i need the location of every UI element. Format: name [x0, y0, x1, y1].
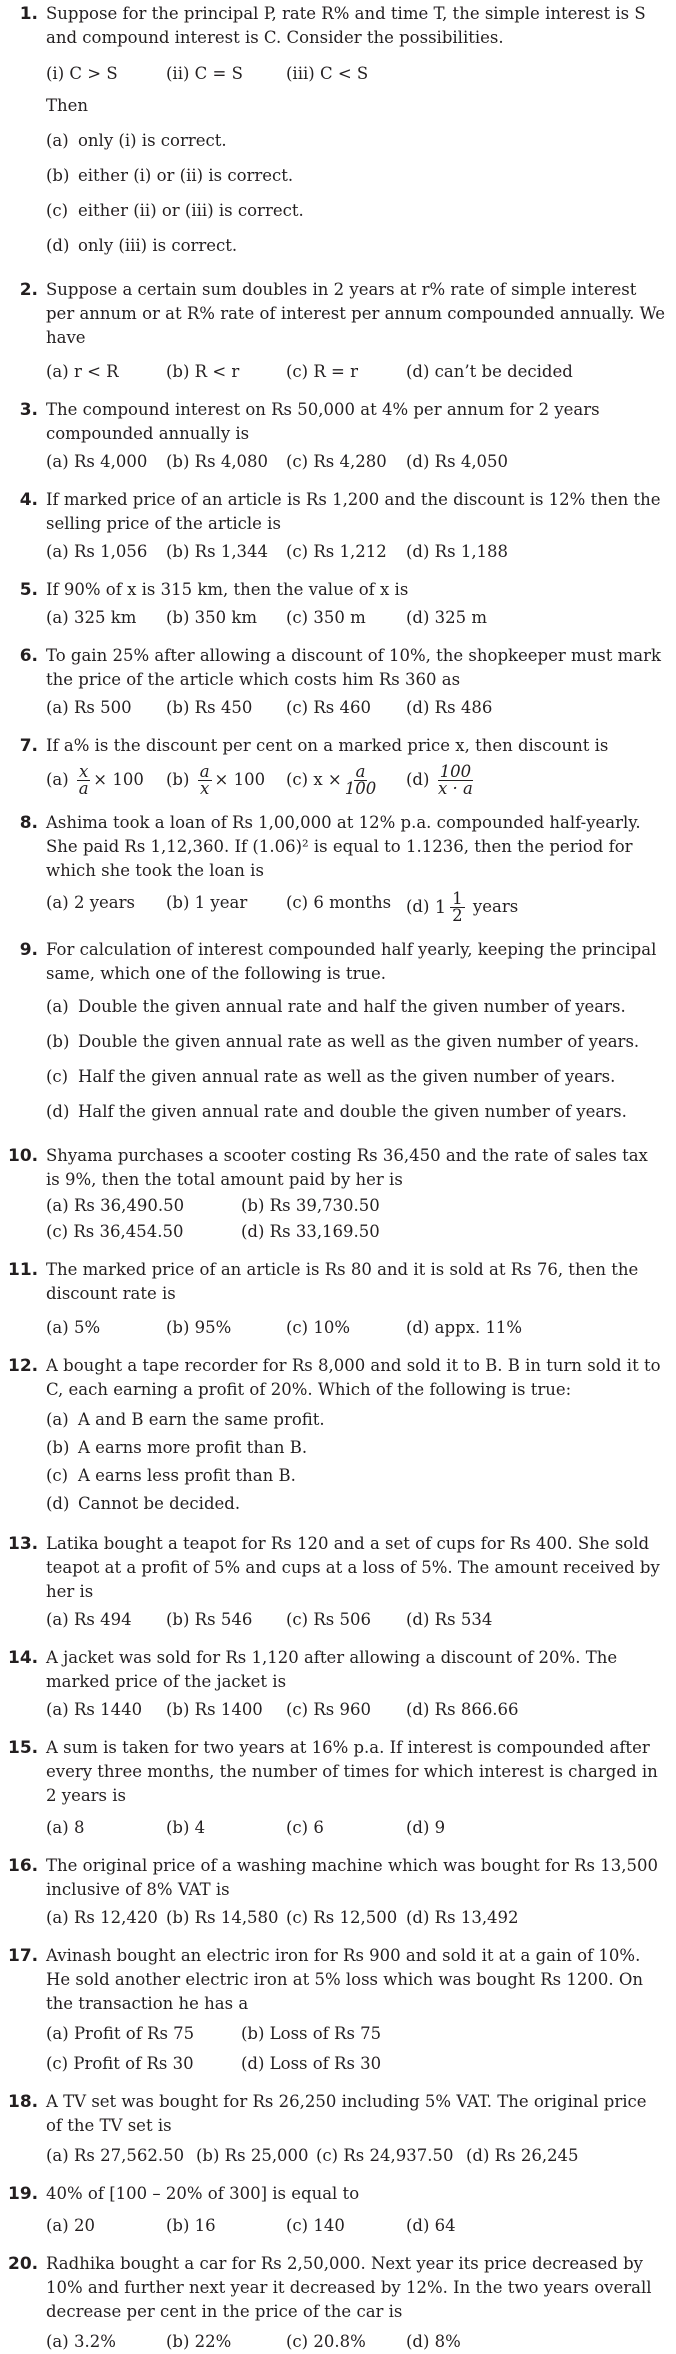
question-2: [8, 278, 666, 384]
question-20: [8, 2252, 666, 2354]
options: [46, 1194, 666, 1244]
question-5: [8, 578, 666, 630]
options: [46, 1316, 666, 1340]
options: [46, 1906, 666, 1930]
option: (a) 3.2%: [46, 2332, 116, 2351]
question-9: [8, 938, 666, 1130]
option: (b) $\frac{a}{x}$ × 100: [166, 762, 266, 798]
options: [46, 360, 666, 384]
options: [46, 2144, 666, 2168]
question-number: 20.: [8, 2254, 39, 2274]
option: (d) Loss of Rs 30: [241, 2054, 382, 2073]
options: [46, 540, 666, 564]
option: (d) 9: [406, 1818, 446, 1837]
option: (d) Rs 1,188: [406, 542, 509, 561]
option: (a) Rs 12,420: [46, 1908, 158, 1927]
option: (d) can’t be decided: [406, 362, 573, 381]
option: (a) Rs 1,056: [46, 542, 148, 561]
options: [46, 696, 666, 720]
question-text: If a% is the discount per cent on a marked price x, then discount is: [46, 736, 609, 755]
option: (b) R < r: [166, 362, 240, 381]
options: [46, 764, 666, 797]
question-text: Ashima took a loan of Rs 1,00,000 at 12% p.a. compounded half-yearly. She paid Rs 1,12,360. If (1.06)² is equal to 1.1236, then the period for which she took the loan is: [46, 813, 641, 880]
option: (c) 140: [286, 2216, 345, 2235]
question-text: 40% of [100 – 20% of 300] is equal to: [46, 2184, 360, 2203]
option: (b) 4: [166, 1818, 206, 1837]
option: (c) 20.8%: [286, 2332, 366, 2351]
options: [46, 1816, 666, 1840]
option: (c) 350 m: [286, 608, 366, 627]
option: (a) Rs 494: [46, 1610, 132, 1629]
option: (a) 8: [46, 1818, 85, 1837]
question-text: The marked price of an article is Rs 80 and it is sold at Rs 76, then the discount rate is: [46, 1260, 639, 1303]
option: (b) A earns more profit than B.: [46, 1438, 308, 1457]
option: (c) R = r: [286, 362, 358, 381]
option: (b) 350 km: [166, 608, 258, 627]
fraction: $\frac{a}{100}$: [344, 762, 377, 798]
question-7: [8, 734, 666, 797]
option: (b) Rs 4,080: [166, 452, 269, 471]
question-text: Shyama purchases a scooter costing Rs 36,450 and the rate of sales tax is 9%, then the total amount paid by her is: [46, 1146, 648, 1189]
option: (b) 1 year: [166, 893, 248, 912]
option: (b) Rs 14,580: [166, 1908, 279, 1927]
possibility: (iii) C < S: [286, 64, 369, 83]
question-text: A sum is taken for two years at 16% p.a. If interest is compounded after every three months, the number of times for which interest is charged in 2 years is: [46, 1738, 658, 1805]
option: (c) Rs 460: [286, 698, 371, 717]
question-12: [8, 1354, 666, 1518]
question-text: To gain 25% after allowing a discount of 10%, the shopkeeper must mark the price of the article which costs him Rs 360 as: [46, 646, 661, 689]
question-text: Suppose for the principal P, rate R% and time T, the simple interest is S and compound interest is C. Consider the possibilities.: [46, 4, 646, 47]
question-text: Radhika bought a car for Rs 2,50,000. Next year its price decreased by 10% and further next year it decreased by 12%. In the two years overall decrease per cent in the price of the car is: [46, 2254, 652, 2321]
option: (b) Double the given annual rate as well as the given number of years.: [46, 1032, 640, 1051]
then-label: Then: [46, 96, 89, 115]
options: [46, 2022, 666, 2076]
option: (b) Rs 546: [166, 1610, 253, 1629]
option: (a) Double the given annual rate and half the given number of years.: [46, 997, 626, 1016]
options: [46, 450, 666, 474]
possibility: (i) C > S: [46, 64, 118, 83]
question-number: 15.: [8, 1738, 39, 1758]
option: (a) Profit of Rs 75: [46, 2024, 195, 2043]
question-17: [8, 1944, 666, 2076]
option: (c) Rs 4,280: [286, 452, 387, 471]
option: (b) Rs 1400: [166, 1700, 263, 1719]
question-number: 9.: [19, 940, 38, 960]
question-number: 11.: [8, 1260, 39, 1280]
option: (b) either (i) or (ii) is correct.: [46, 166, 294, 185]
option: (c) A earns less profit than B.: [46, 1466, 296, 1485]
option: (a) 2 years: [46, 893, 135, 912]
options: [46, 2214, 666, 2238]
option: (b) 16: [166, 2216, 216, 2235]
option: (d) $\frac{100}{x \cdot a}$: [406, 762, 473, 798]
question-13: [8, 1532, 666, 1632]
question-number: 4.: [19, 490, 38, 510]
question-number: 17.: [8, 1946, 39, 1966]
option: (d) Rs 866.66: [406, 1700, 519, 1719]
option: (a) only (i) is correct.: [46, 131, 227, 150]
option: (d) only (iii) is correct.: [46, 236, 238, 255]
options: [46, 2330, 666, 2354]
option: (b) Rs 25,000: [196, 2146, 309, 2165]
question-text: If 90% of x is 315 km, then the value of x is: [46, 580, 409, 599]
option: (d) appx. 11%: [406, 1318, 523, 1337]
option: (c) Rs 506: [286, 1610, 371, 1629]
option-list: [46, 1406, 666, 1518]
question-number: 12.: [8, 1356, 39, 1376]
option: (d) Rs 534: [406, 1610, 493, 1629]
possibilities: [46, 62, 666, 86]
question-15: [8, 1736, 666, 1840]
question-number: 7.: [19, 736, 38, 756]
option: (d) Rs 26,245: [466, 2146, 579, 2165]
question-8: [8, 811, 666, 924]
option: (a) A and B earn the same profit.: [46, 1410, 325, 1429]
option: (a) Rs 500: [46, 698, 132, 717]
question-16: [8, 1854, 666, 1930]
option: (d) Rs 4,050: [406, 452, 509, 471]
question-text: Suppose a certain sum doubles in 2 years at r% rate of simple interest per annum or at R% rate of interest per annum compounded annually. We have: [46, 280, 666, 347]
option-list: [46, 124, 666, 264]
question-text: A bought a tape recorder for Rs 8,000 and sold it to B. B in turn sold it to C, each earning a profit of 20%. Which of the following is true:: [46, 1356, 661, 1399]
question-text: For calculation of interest compounded half yearly, keeping the principal same, which one of the following is true.: [46, 940, 657, 983]
option: (c) Rs 960: [286, 1700, 371, 1719]
option: (a) 20: [46, 2216, 95, 2235]
option: (a) $\frac{x}{a}$ × 100: [46, 762, 144, 798]
question-number: 1.: [19, 4, 38, 24]
question-text: If marked price of an article is Rs 1,200 and the discount is 12% then the selling price of the article is: [46, 490, 661, 533]
question-10: [8, 1144, 666, 1244]
question-number: 3.: [19, 400, 38, 420]
option: (a) Rs 1440: [46, 1700, 143, 1719]
question-text: Avinash bought an electric iron for Rs 900 and sold it at a gain of 10%. He sold another electric iron at 5% loss which was bought Rs 1200. On the transaction he has a: [46, 1946, 644, 2013]
option: (a) Rs 27,562.50: [46, 2146, 185, 2165]
option: (d) Cannot be decided.: [46, 1494, 241, 1513]
question-number: 13.: [8, 1534, 39, 1554]
option: (c) Half the given annual rate as well as the given number of years.: [46, 1067, 616, 1086]
option: (a) 5%: [46, 1318, 101, 1337]
option: (b) 22%: [166, 2332, 232, 2351]
option: (c) Rs 36,454.50: [46, 1222, 184, 1241]
option: (b) Rs 1,344: [166, 542, 269, 561]
fraction: $\frac{a}{x}$: [199, 762, 210, 798]
question-11: [8, 1258, 666, 1340]
question-14: [8, 1646, 666, 1722]
option: (b) Loss of Rs 75: [241, 2024, 382, 2043]
question-4: [8, 488, 666, 564]
options: [46, 891, 666, 924]
question-text: The compound interest on Rs 50,000 at 4% per annum for 2 years compounded annually is: [46, 400, 600, 443]
option: (c) Rs 12,500: [286, 1908, 398, 1927]
question-number: 10.: [8, 1146, 39, 1166]
option: (a) Rs 4,000: [46, 452, 148, 471]
option-list: [46, 990, 666, 1130]
option: (c) 10%: [286, 1318, 351, 1337]
option: (b) Rs 450: [166, 698, 253, 717]
fraction: $\frac{100}{x \cdot a}$: [437, 762, 473, 798]
option: (a) r < R: [46, 362, 119, 381]
question-number: 8.: [19, 813, 38, 833]
option: (b) 95%: [166, 1318, 232, 1337]
option: (c) Rs 1,212: [286, 542, 387, 561]
question-18: [8, 2090, 666, 2168]
option: (d) Rs 486: [406, 698, 493, 717]
option: (d) 8%: [406, 2332, 461, 2351]
option: (c) Rs 24,937.50: [316, 2146, 454, 2165]
fraction: $\frac{x}{a}$: [78, 762, 89, 798]
option: (c) Profit of Rs 30: [46, 2054, 194, 2073]
option: (c) 6: [286, 1818, 324, 1837]
options: [46, 1698, 666, 1722]
option: (a) 325 km: [46, 608, 137, 627]
question-text: Latika bought a teapot for Rs 120 and a set of cups for Rs 400. She sold teapot at a profit of 5% and cups at a loss of 5%. The amount received by her is: [46, 1534, 660, 1601]
question-text: A TV set was bought for Rs 26,250 including 5% VAT. The original price of the TV set is: [46, 2092, 647, 2135]
option: (d) 325 m: [406, 608, 488, 627]
question-number: 19.: [8, 2184, 39, 2204]
question-text: The original price of a washing machine which was bought for Rs 13,500 inclusive of 8% VAT is: [46, 1856, 658, 1899]
option: (c) either (ii) or (iii) is correct.: [46, 201, 304, 220]
question-3: [8, 398, 666, 474]
option: (a) Rs 36,490.50: [46, 1196, 185, 1215]
question-19: [8, 2182, 666, 2238]
question-number: 5.: [19, 580, 38, 600]
question-number: 14.: [8, 1648, 39, 1668]
question-number: 2.: [19, 280, 38, 300]
option: (d) Rs 33,169.50: [241, 1222, 380, 1241]
option: (d) 64: [406, 2216, 456, 2235]
question-text: A jacket was sold for Rs 1,120 after allowing a discount of 20%. The marked price of the jacket is: [46, 1648, 618, 1691]
question-1: [8, 2, 666, 264]
mixed-fraction: 1 $\frac{1}{2}$: [434, 889, 463, 925]
option: (c) x × $\frac{a}{100}$: [286, 762, 377, 798]
option: (c) 6 months: [286, 893, 392, 912]
possibility: (ii) C = S: [166, 64, 243, 83]
option: (d) Rs 13,492: [406, 1908, 519, 1927]
options: [46, 606, 666, 630]
option: (d) Half the given annual rate and double the given number of years.: [46, 1102, 627, 1121]
option: (d) 1 $\frac{1}{2}$ years: [406, 889, 519, 925]
question-number: 6.: [19, 646, 38, 666]
option: (b) Rs 39,730.50: [241, 1196, 380, 1215]
question-number: 16.: [8, 1856, 39, 1876]
options: [46, 1608, 666, 1632]
question-6: [8, 644, 666, 720]
question-number: 18.: [8, 2092, 39, 2112]
